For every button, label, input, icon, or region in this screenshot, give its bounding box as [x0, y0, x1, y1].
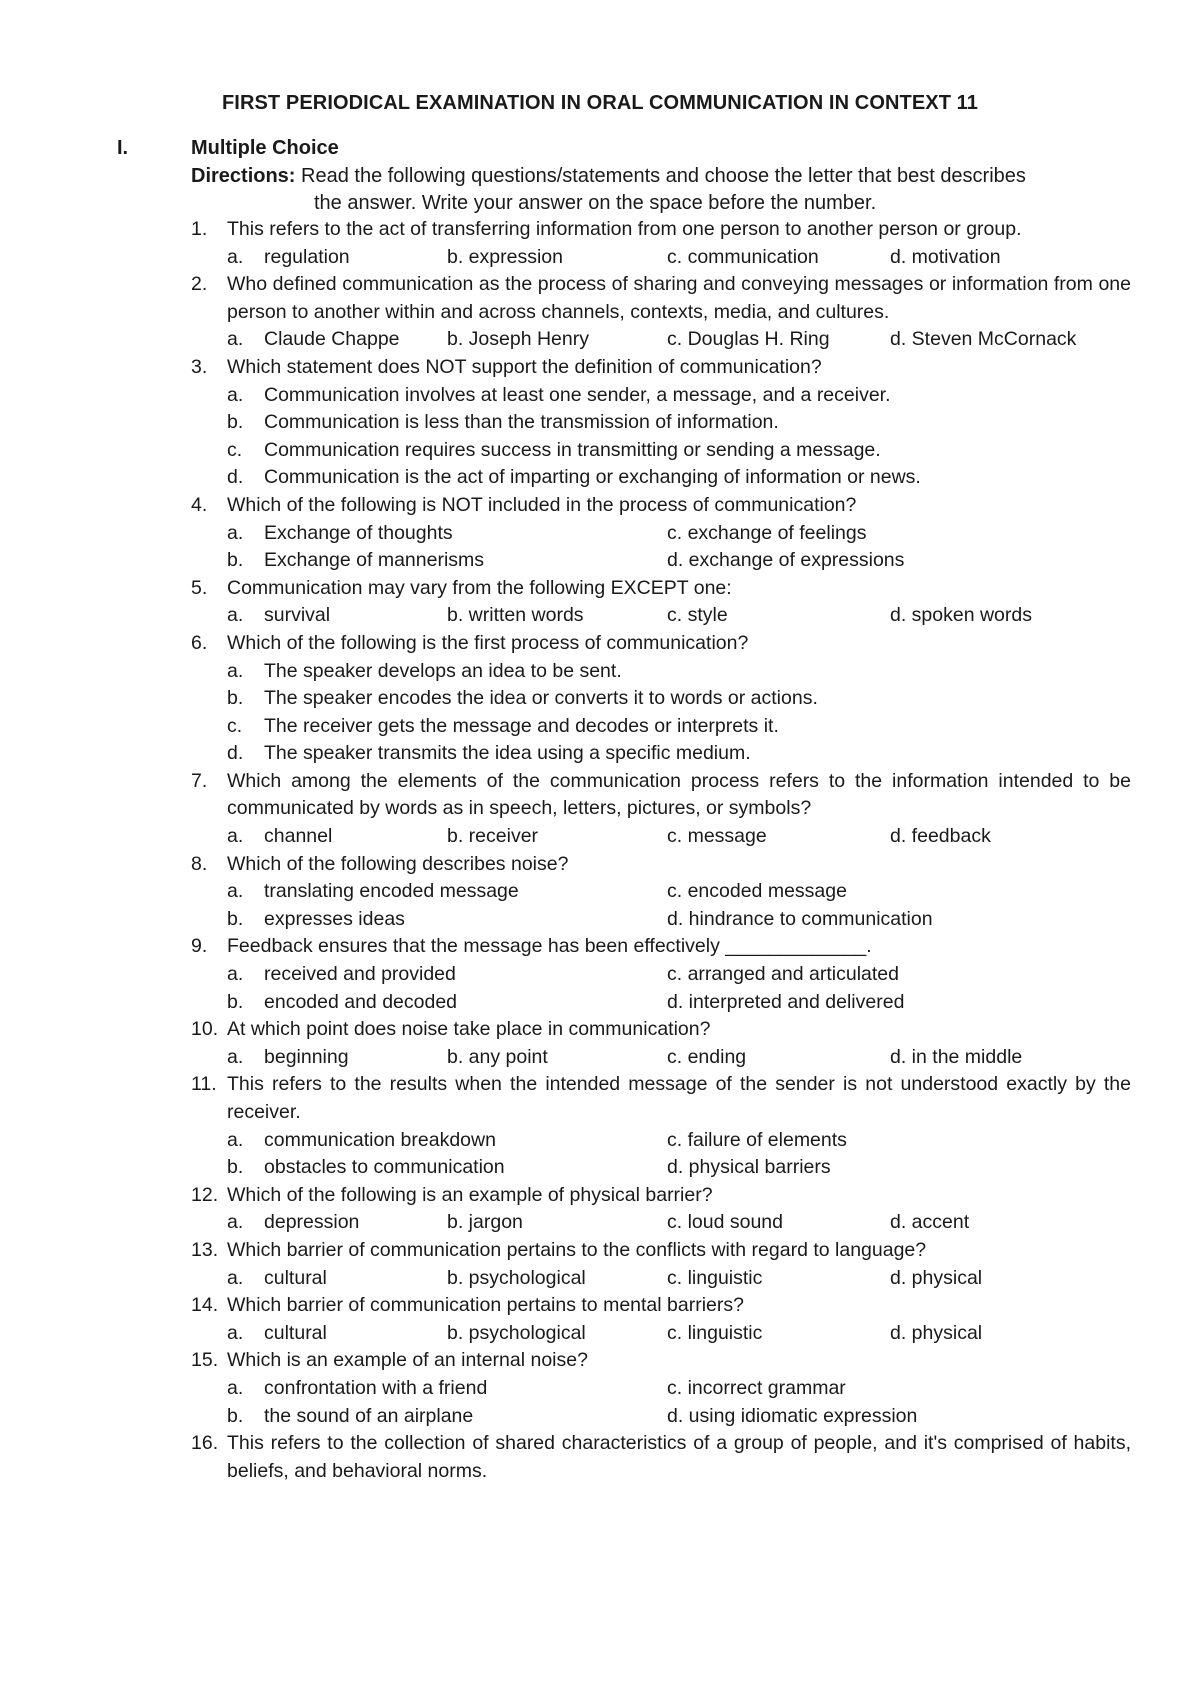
question-stem: Which among the elements of the communication process refers to the information intended to be communicated by words as in speech, letters, pictures, or symbols? — [227, 769, 1131, 820]
question-stem: Which of the following is an example of physical barrier? — [227, 1183, 713, 1206]
choice-text: d. hindrance to communication — [667, 907, 933, 930]
question-number: 11. — [191, 1073, 217, 1096]
question-stem: Which barrier of communication pertains to mental barriers? — [227, 1294, 744, 1317]
choice-text: d. feedback — [890, 825, 991, 848]
answer-choice — [447, 244, 667, 272]
choice-text: c. communication — [667, 245, 819, 268]
choice-row — [227, 382, 1131, 410]
choice-letter: a. — [227, 383, 244, 406]
answer-choice — [667, 1127, 1130, 1155]
answer-choice — [227, 1265, 447, 1293]
question-stem: Which of the following is the first process of communication? — [227, 631, 749, 654]
answer-choice — [667, 906, 1130, 934]
choice-text: d. exchange of expressions — [667, 549, 905, 572]
choice-row — [227, 1044, 1131, 1072]
choice-text: beginning — [264, 1045, 349, 1068]
answer-choice — [227, 1209, 447, 1237]
choice-letter: a. — [227, 1211, 244, 1234]
answer-choice — [667, 1154, 1130, 1182]
choice-text: b. receiver — [447, 825, 539, 848]
choice-text: c. encoded message — [667, 880, 847, 903]
directions-label: Directions: — [191, 165, 296, 187]
choice-letter: a. — [227, 328, 244, 351]
choice-text: d. accent — [890, 1211, 970, 1234]
question-stem: Which of the following is NOT included in the process of communication? — [227, 493, 857, 516]
answer-choice — [227, 823, 447, 851]
choice-letter: b. — [227, 687, 244, 710]
choice-text: c. linguistic — [667, 1321, 763, 1344]
choice-text: d. physical barriers — [667, 1156, 831, 1179]
question-number: 5. — [191, 576, 208, 599]
answer-choice — [227, 244, 447, 272]
choice-row — [227, 244, 1131, 272]
answer-choice — [447, 602, 667, 630]
choice-letter: a. — [227, 1376, 244, 1399]
choice-text: communication breakdown — [264, 1128, 496, 1151]
answer-choice — [667, 1403, 1130, 1431]
question-number: 1. — [191, 218, 208, 240]
choice-row — [227, 878, 1131, 906]
answer-choice — [447, 1044, 667, 1072]
choice-letter: c. — [227, 714, 243, 737]
choice-text: d. Steven McCornack — [890, 328, 1077, 351]
choice-row — [227, 1320, 1131, 1348]
answer-choice — [667, 878, 1130, 906]
choice-text: b. psychological — [447, 1266, 586, 1289]
question-stem: Feedback ensures that the message has been effectively _____________. — [227, 935, 872, 958]
answer-choice — [890, 1320, 1130, 1348]
section-number: I. — [117, 137, 129, 159]
answer-choice — [227, 740, 1130, 768]
answer-choice — [227, 326, 447, 354]
question-number: 8. — [191, 852, 208, 875]
answer-choice — [447, 1209, 667, 1237]
answer-choice — [227, 602, 447, 630]
question-stem: This refers to the act of transferring information from one person to another person or group. — [227, 218, 1022, 240]
question-number: 3. — [191, 355, 208, 378]
choice-text: b. any point — [447, 1045, 548, 1068]
answer-choice — [667, 244, 890, 272]
question-stem: Which is an example of an internal noise? — [227, 1349, 588, 1372]
choice-text: c. message — [667, 825, 767, 848]
choice-row — [227, 437, 1131, 465]
answer-choice — [667, 1044, 890, 1072]
choice-letter: b. — [227, 990, 244, 1013]
answer-choice — [667, 1209, 890, 1237]
choice-row — [227, 1403, 1131, 1431]
choice-text: channel — [264, 825, 333, 848]
choice-row — [227, 658, 1131, 686]
answer-choice — [667, 1375, 1130, 1403]
choice-text: The speaker develops an idea to be sent. — [264, 659, 622, 682]
answer-choice — [227, 382, 1130, 410]
question-item — [191, 492, 1131, 575]
question-item — [191, 1016, 1131, 1071]
question-number: 10. — [191, 1018, 219, 1041]
choice-text: c. exchange of feelings — [667, 521, 867, 544]
directions-text: Read the following questions/statements and choose the letter that best describes — [295, 165, 1026, 187]
question-item — [191, 851, 1131, 934]
answer-choice — [890, 1209, 1130, 1237]
answer-choice — [447, 823, 667, 851]
choice-row — [227, 464, 1131, 492]
question-item — [191, 1237, 1131, 1292]
choice-text: cultural — [264, 1266, 327, 1289]
choice-text: survival — [264, 604, 331, 627]
choice-text: Communication is less than the transmission of information. — [264, 411, 779, 434]
answer-choice — [227, 713, 1130, 741]
answer-choice — [227, 1154, 667, 1182]
answer-choice — [890, 1265, 1130, 1293]
question-item — [191, 1071, 1131, 1181]
choice-letter: a. — [227, 880, 244, 903]
answer-choice — [890, 602, 1130, 630]
choice-letter: a. — [227, 825, 244, 848]
question-number: 9. — [191, 935, 208, 958]
choice-text: b. written words — [447, 604, 584, 627]
choice-text: Communication involves at least one sender, a message, and a receiver. — [264, 383, 891, 406]
choice-text: c. Douglas H. Ring — [667, 328, 830, 351]
question-number: 6. — [191, 631, 208, 654]
choice-text: b. Joseph Henry — [447, 328, 589, 351]
question-item — [191, 216, 1131, 271]
choice-text: c. arranged and articulated — [667, 963, 899, 986]
choice-text: Communication is the act of imparting or exchanging of information or news. — [264, 466, 921, 489]
choice-text: d. in the middle — [890, 1045, 1023, 1068]
choice-text: d. motivation — [890, 245, 1001, 268]
answer-choice — [227, 1320, 447, 1348]
question-stem: This refers to the collection of shared characteristics of a group of people, and it's comprised of habits, beliefs, and behavioral norms. — [227, 1432, 1131, 1482]
answer-choice — [227, 906, 667, 934]
question-number: 13. — [191, 1238, 219, 1261]
directions — [191, 163, 1131, 217]
choice-row — [227, 685, 1131, 713]
choice-text: c. linguistic — [667, 1266, 763, 1289]
choice-row — [227, 1154, 1131, 1182]
answer-choice — [227, 1375, 667, 1403]
choice-row — [227, 823, 1131, 851]
question-stem: Communication may vary from the following EXCEPT one: — [227, 576, 732, 599]
choice-row — [227, 740, 1131, 768]
choice-row — [227, 547, 1131, 575]
question-number: 7. — [191, 769, 208, 792]
choice-row — [227, 989, 1131, 1017]
answer-choice — [227, 658, 1130, 686]
answer-choice — [890, 823, 1130, 851]
answer-choice — [227, 961, 667, 989]
choice-text: c. incorrect grammar — [667, 1376, 846, 1399]
question-number: 4. — [191, 493, 208, 516]
answer-choice — [667, 547, 1130, 575]
choice-letter: a. — [227, 1128, 244, 1151]
choice-row — [227, 1265, 1131, 1293]
choice-row — [227, 409, 1131, 437]
choice-letter: c. — [227, 438, 243, 461]
choice-text: translating encoded message — [264, 880, 519, 903]
question-item — [191, 354, 1131, 492]
question-stem: Which of the following describes noise? — [227, 852, 569, 875]
choice-row — [227, 1375, 1131, 1403]
choice-text: Communication requires success in transmitting or sending a message. — [264, 438, 881, 461]
answer-choice — [227, 464, 1130, 492]
answer-choice — [447, 326, 667, 354]
choice-text: d. spoken words — [890, 604, 1032, 627]
question-stem: Which statement does NOT support the definition of communication? — [227, 355, 822, 378]
question-number: 14. — [191, 1294, 219, 1317]
answer-choice — [227, 520, 667, 548]
choice-text: c. style — [667, 604, 728, 627]
choice-text: Exchange of thoughts — [264, 521, 453, 544]
choice-text: The speaker transmits the idea using a specific medium. — [264, 742, 751, 765]
choice-text: the sound of an airplane — [264, 1404, 474, 1427]
choice-text: c. ending — [667, 1045, 747, 1068]
question-number: 2. — [191, 273, 208, 296]
choice-letter: b. — [227, 549, 244, 572]
answer-choice — [227, 685, 1130, 713]
choice-letter: d. — [227, 466, 244, 489]
choice-text: The speaker encodes the idea or converts it to words or actions. — [264, 687, 818, 710]
answer-choice — [227, 989, 667, 1017]
choice-letter: a. — [227, 1321, 244, 1344]
answer-choice — [890, 326, 1130, 354]
choice-text: encoded and decoded — [264, 990, 458, 1013]
choice-letter: a. — [227, 245, 244, 268]
choice-text: b. expression — [447, 245, 563, 268]
question-item — [191, 933, 1131, 1016]
choice-text: d. using idiomatic expression — [667, 1404, 918, 1427]
choice-text: The receiver gets the message and decodes or interprets it. — [264, 714, 779, 737]
choice-row — [227, 602, 1131, 630]
choice-letter: a. — [227, 1045, 244, 1068]
choice-row — [227, 713, 1131, 741]
choice-text: d. physical — [890, 1321, 983, 1344]
answer-choice — [227, 1127, 667, 1155]
choice-row — [227, 326, 1131, 354]
choice-letter: a. — [227, 659, 244, 682]
question-item — [191, 768, 1131, 851]
choice-row — [227, 906, 1131, 934]
choice-row — [227, 1127, 1131, 1155]
question-stem: Who defined communication as the process of sharing and conveying messages or information from one person to another within and across channels, contexts, media, and cultures. — [227, 273, 1131, 323]
answer-choice — [667, 326, 890, 354]
question-item — [191, 1347, 1131, 1430]
answer-choice — [667, 961, 1130, 989]
answer-choice — [667, 823, 890, 851]
choice-text: cultural — [264, 1321, 327, 1344]
choice-text: c. failure of elements — [667, 1128, 847, 1151]
answer-choice — [227, 1403, 667, 1431]
choice-letter: a. — [227, 521, 244, 544]
choice-row — [227, 961, 1131, 989]
answer-choice — [667, 602, 890, 630]
question-number: 16. — [191, 1432, 219, 1455]
answer-choice — [227, 1044, 447, 1072]
directions-text-continued: the answer. Write your answer on the space before the number. — [314, 192, 877, 214]
choice-letter: b. — [227, 1156, 244, 1179]
choice-letter: a. — [227, 963, 244, 986]
question-item — [191, 1182, 1131, 1237]
answer-choice — [890, 244, 1130, 272]
choice-letter: a. — [227, 604, 244, 627]
choice-text: Claude Chappe — [264, 328, 400, 351]
choice-letter: b. — [227, 907, 244, 930]
choice-text: received and provided — [264, 963, 456, 986]
question-item — [191, 271, 1131, 354]
choice-text: confrontation with a friend — [264, 1376, 488, 1399]
question-number: 12. — [191, 1183, 219, 1206]
choice-text: b. psychological — [447, 1321, 586, 1344]
choice-text: Exchange of mannerisms — [264, 549, 485, 572]
choice-text: d. physical — [890, 1266, 983, 1289]
question-stem: This refers to the results when the intended message of the sender is not understood exactly by the receiver. — [227, 1073, 1131, 1123]
question-item — [191, 1292, 1131, 1347]
answer-choice — [447, 1320, 667, 1348]
question-stem: At which point does noise take place in communication? — [227, 1018, 711, 1041]
answer-choice — [890, 1044, 1130, 1072]
choice-text: d. interpreted and delivered — [667, 990, 905, 1013]
choice-text: c. loud sound — [667, 1211, 784, 1234]
choice-text: b. jargon — [447, 1211, 523, 1234]
question-item — [191, 630, 1131, 768]
choice-row — [227, 1209, 1131, 1237]
answer-choice — [667, 989, 1130, 1017]
choice-letter: b. — [227, 411, 244, 434]
choice-letter: d. — [227, 742, 244, 765]
choice-text: regulation — [264, 245, 350, 268]
question-list — [191, 216, 1131, 1485]
choice-text: depression — [264, 1211, 360, 1234]
question-stem: Which barrier of communication pertains to the conflicts with regard to language? — [227, 1238, 927, 1261]
question-number: 15. — [191, 1349, 219, 1372]
answer-choice — [227, 437, 1130, 465]
choice-text: obstacles to communication — [264, 1156, 505, 1179]
answer-choice — [227, 878, 667, 906]
choice-text: expresses ideas — [264, 907, 405, 930]
answer-choice — [227, 409, 1130, 437]
question-item — [191, 575, 1131, 630]
answer-choice — [667, 520, 1130, 548]
exam-title: FIRST PERIODICAL EXAMINATION IN ORAL COMMUNICATION IN CONTEXT 11 — [221, 92, 979, 114]
choice-row — [227, 520, 1131, 548]
choice-letter: b. — [227, 1404, 244, 1427]
answer-choice — [447, 1265, 667, 1293]
section-title: Multiple Choice — [191, 137, 339, 159]
choice-letter: a. — [227, 1266, 244, 1289]
answer-choice — [667, 1320, 890, 1348]
question-item — [191, 1430, 1131, 1485]
answer-choice — [227, 547, 667, 575]
answer-choice — [667, 1265, 890, 1293]
